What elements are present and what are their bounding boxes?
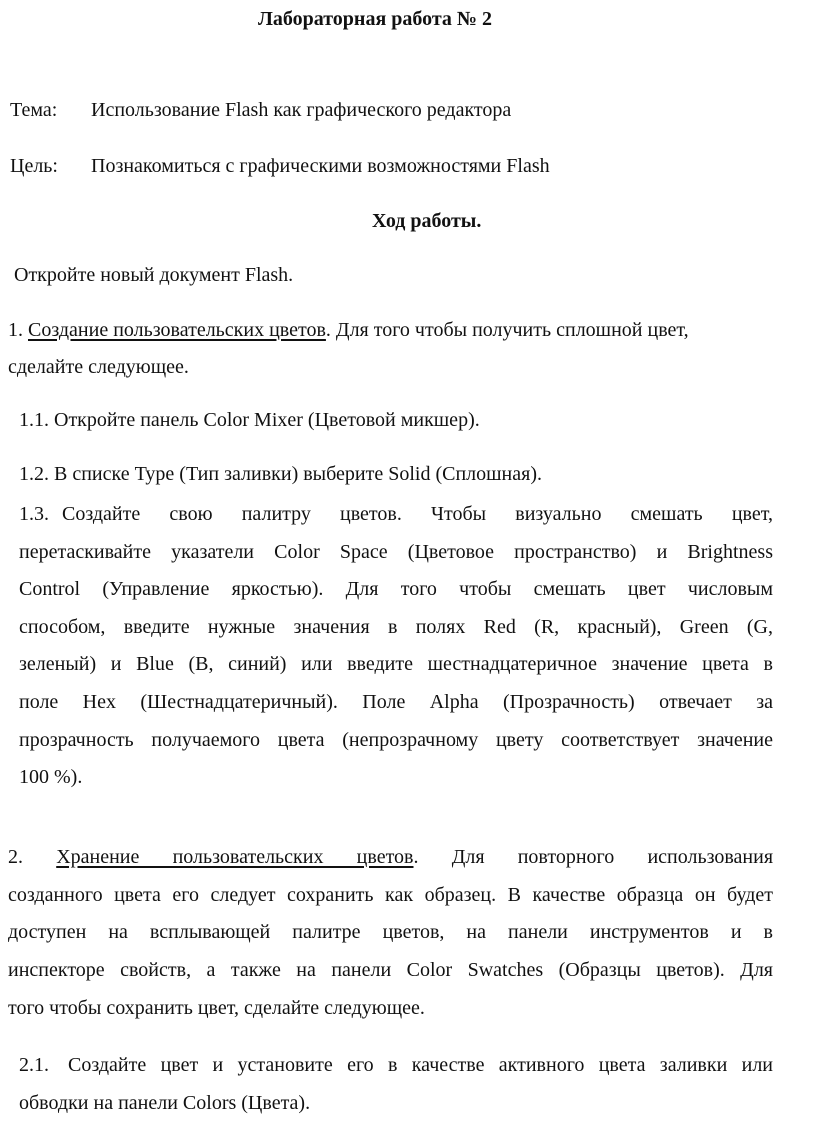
item-2-1-number: 2.1. <box>19 1054 49 1076</box>
section2-first-line <box>8 845 773 869</box>
item-1-3-line: Создайте свою палитру цветов. Чтобы визуально смешать цвет, <box>62 503 773 525</box>
section2-line1-rest: . Для повторного использования <box>413 846 774 868</box>
item-1-3-line: зеленый) и Blue (B, синий) или введите шестнадцатеричное значение цвета в <box>19 653 773 675</box>
section1-number: 1. <box>8 319 23 341</box>
goal-label: Цель: <box>10 155 58 177</box>
item-1-2-number: 1.2. <box>19 463 49 485</box>
progress-heading: Ход работы. <box>372 210 482 232</box>
item-1-2 <box>19 462 542 486</box>
item-1-1-text: Откройте панель Color Mixer (Цветовой микшер). <box>54 409 480 431</box>
item-1-3-line: поле Hex (Шестнадцатеричный). Поле Alpha (Прозрачность) отвечает за <box>19 691 773 713</box>
item-1-1 <box>19 408 480 432</box>
goal-text: Познакомиться с графическими возможностями Flash <box>91 155 550 177</box>
section2-line: созданного цвета его следует сохранить как образец. В качестве образца он будет <box>8 884 773 906</box>
section2-line: доступен на всплывающей палитре цветов, на панели инструментов и в <box>8 921 773 943</box>
section1-line2: сделайте следующее. <box>8 356 189 378</box>
item-1-3-line: способом, введите нужные значения в полях Red (R, красный), Green (G, <box>19 616 773 638</box>
item-2-1-line: обводки на панели Colors (Цвета). <box>19 1092 311 1114</box>
intro-text: Откройте новый документ Flash. <box>14 264 294 286</box>
section1-title: Создание пользовательских цветов <box>28 319 326 341</box>
section1-first-line <box>8 318 689 342</box>
item-1-1-number: 1.1. <box>19 409 49 431</box>
item-2-1-line: Создайте цвет и установите его в качестве активного цвета заливки или <box>68 1054 773 1076</box>
section1-line1-rest: . Для того чтобы получить сплошной цвет, <box>325 319 689 341</box>
section2-line: инспекторе свойств, а также на панели Color Swatches (Образцы цветов). Для <box>8 959 773 981</box>
page-title: Лабораторная работа № 2 <box>258 8 493 30</box>
section2-title: Хранение пользовательских цветов <box>56 846 414 868</box>
section2-number: 2. <box>8 846 23 868</box>
topic-text: Использование Flash как графического редактора <box>91 99 512 121</box>
section2-line: того чтобы сохранить цвет, сделайте следующее. <box>8 997 425 1019</box>
topic-label: Тема: <box>10 99 58 121</box>
item-1-3-line: 100 %). <box>19 766 83 788</box>
item-1-3-line: прозрачность получаемого цвета (непрозрачному цвету соответствует значение <box>19 729 773 751</box>
item-1-3-line: Control (Управление яркостью). Для того чтобы смешать цвет числовым <box>19 578 773 600</box>
item-1-3-number: 1.3. <box>19 503 49 525</box>
item-1-2-text: В списке Type (Тип заливки) выберите Solid (Сплошная). <box>54 463 542 485</box>
item-1-3-line: перетаскивайте указатели Color Space (Цветовое пространство) и Brightness <box>19 541 773 563</box>
